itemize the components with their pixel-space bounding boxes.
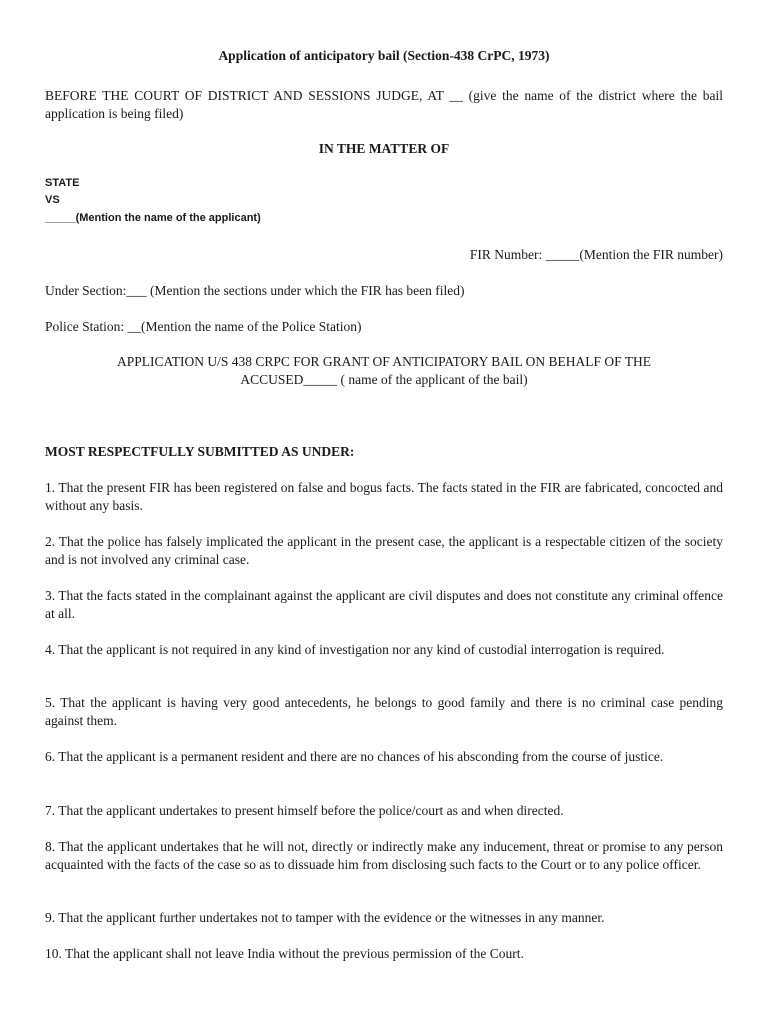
paragraph-1: 1. That the present FIR has been registered on false and bogus facts. The facts stated in the FIR are fabricated, concocted and without any basis. [45,480,723,513]
document-title: Application of anticipatory bail (Section-438 CrPC, 1973) [218,48,550,63]
paragraph-8: 8. That the applicant undertakes that he will not, directly or indirectly make any inducement, threat or promise to any person acquainted with the facts of the case so as to dissuade him from disclosing such facts to the Court or to any police officer. [45,839,723,872]
under-section-line: Under Section:___ (Mention the sections under which the FIR has been filed) [45,283,465,298]
paragraph-3: 3. That the facts stated in the complainant against the applicant are civil disputes and does not constitute any criminal offence at all. [45,588,723,621]
paragraph-4: 4. That the applicant is not required in any kind of investigation nor any kind of custodial interrogation is required. [45,642,665,657]
fir-number-line: FIR Number: _____(Mention the FIR number) [469,247,723,262]
paragraph-6: 6. That the applicant is a permanent resident and there are no chances of his absconding from the course of justice. [45,749,664,764]
paragraph-9: 9. That the applicant further undertakes not to tamper with the evidence or the witnesses in any manner. [45,910,605,925]
paragraph-2: 2. That the police has falsely implicated the applicant in the present case, the applicant is a respectable citizen of the society and is not involved any criminal case. [45,534,723,567]
paragraph-10: 10. That the applicant shall not leave India without the previous permission of the Court. [45,946,524,961]
party-vs: VS [45,194,60,206]
submitted-heading: MOST RESPECTFULLY SUBMITTED AS UNDER: [45,444,355,459]
paragraph-5: 5. That the applicant is having very good antecedents, he belongs to good family and there is no criminal case pending against them. [45,695,723,728]
application-heading: APPLICATION U/S 438 CRPC FOR GRANT OF ANTICIPATORY BAIL ON BEHALF OF THE ACCUSED_____ ( name of the applicant of the bail) [116,354,652,387]
paragraph-7: 7. That the applicant undertakes to present himself before the police/court as and when directed. [45,803,564,818]
party-state: STATE [45,177,80,189]
court-line: BEFORE THE COURT OF DISTRICT AND SESSIONS JUDGE, AT __ (give the name of the district where the bail application is being filed) [45,88,723,121]
police-station-line: Police Station: __(Mention the name of the Police Station) [45,319,362,334]
in-the-matter-of-heading: IN THE MATTER OF [318,141,450,156]
party-applicant: _____(Mention the name of the applicant) [45,212,261,224]
